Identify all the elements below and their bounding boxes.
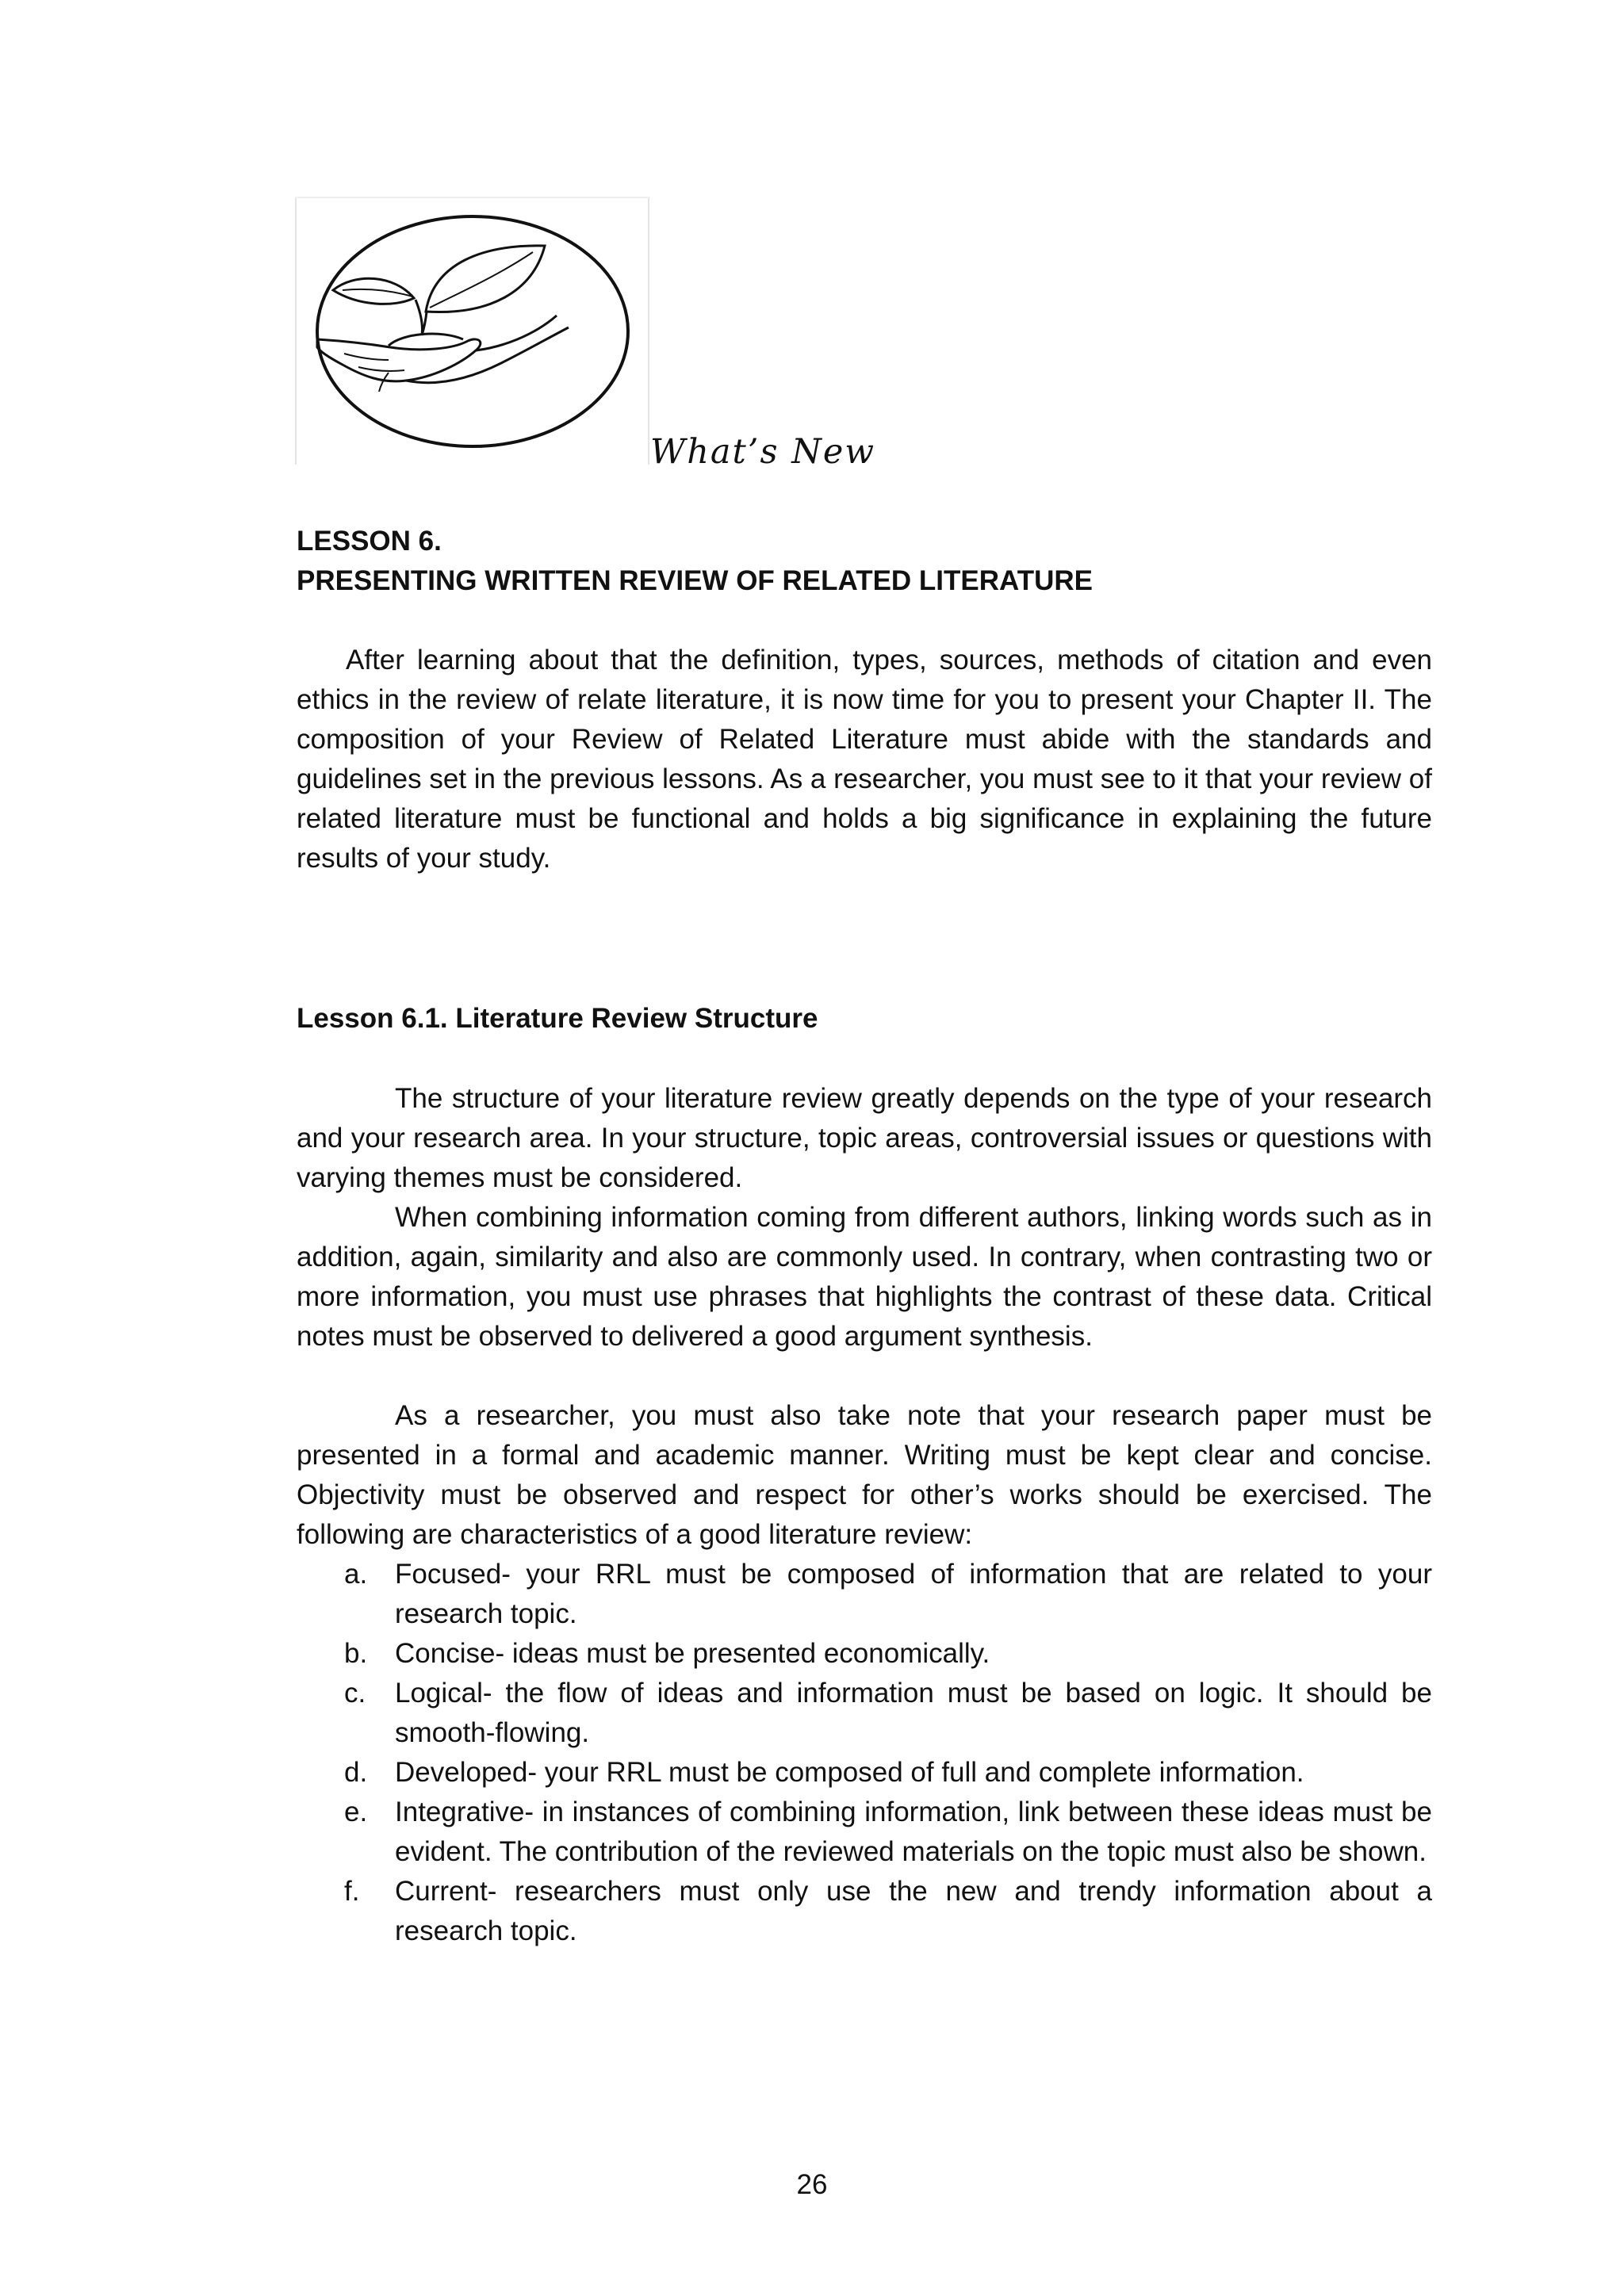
list-item — [297, 1872, 1432, 1951]
list-item — [297, 1753, 1432, 1793]
seedling-in-hand-icon — [295, 197, 650, 465]
list-item — [297, 1634, 1432, 1674]
list-item-text: Developed- your RRL must be composed of full and complete information. — [395, 1757, 1304, 1788]
characteristics-list — [297, 1555, 1432, 1951]
list-marker: d. — [344, 1757, 368, 1788]
list-marker: f. — [344, 1876, 360, 1907]
list-marker: e. — [344, 1797, 368, 1827]
lesson-title: PRESENTING WRITTEN REVIEW OF RELATED LITERATURE — [297, 565, 1093, 596]
list-marker: c. — [344, 1678, 366, 1709]
page-number: 26 — [796, 2169, 828, 2200]
list-item-text: Focused- your RRL must be composed of information that are related to your research topic. — [395, 1559, 1432, 1629]
list-item — [297, 1674, 1432, 1753]
list-item — [297, 1555, 1432, 1634]
structure-paragraph: The structure of your literature review greatly depends on the type of your research and your research area. In your structure, topic areas, controversial issues or questions with varying themes must be considered. — [297, 1083, 1432, 1193]
formal-writing-paragraph: As a researcher, you must also take note that your research paper must be presented in a formal and academic manner. Writing must be kept clear and concise. Objectivity must be observed and respect for other’s works should be exercised. The following are characteristics of a good literature review: — [297, 1400, 1432, 1550]
list-item-text: Concise- ideas must be presented economically. — [395, 1638, 990, 1669]
list-item-text: Current- researchers must only use the new and trendy information about a research topic. — [395, 1876, 1432, 1946]
linking-words-paragraph: When combining information coming from different authors, linking words such as in addition, again, similarity and also are commonly used. In contrary, when contrasting two or more information, you must use phrases that highlights the contrast of these data. Critical notes must be observed to delivered a good argument synthesis. — [297, 1202, 1432, 1352]
section-title: What’s New — [650, 432, 876, 472]
list-marker: b. — [344, 1638, 368, 1669]
lesson-number: LESSON 6. — [297, 526, 442, 557]
list-marker: a. — [344, 1559, 368, 1590]
sublesson-title: Lesson 6.1. Literature Review Structure — [297, 1003, 818, 1034]
lesson-intro-paragraph: After learning about that the definition, types, sources, methods of citation and even ethics in the review of relate literature, it is now time for you to present your Chapter II. The composition of your Review of Related Literature must abide with the standards and guidelines set in the previous lessons. As a researcher, you must see to it that your review of related literature must be functional and holds a big significance in explaining the future results of your study. — [297, 645, 1432, 874]
list-item-text: Logical- the flow of ideas and information must be based on logic. It should be smooth-flowing. — [395, 1678, 1432, 1748]
list-item-text: Integrative- in instances of combining information, link between these ideas must be evident. The contribution of the reviewed materials on the topic must also be shown. — [395, 1797, 1432, 1867]
list-item — [297, 1793, 1432, 1872]
